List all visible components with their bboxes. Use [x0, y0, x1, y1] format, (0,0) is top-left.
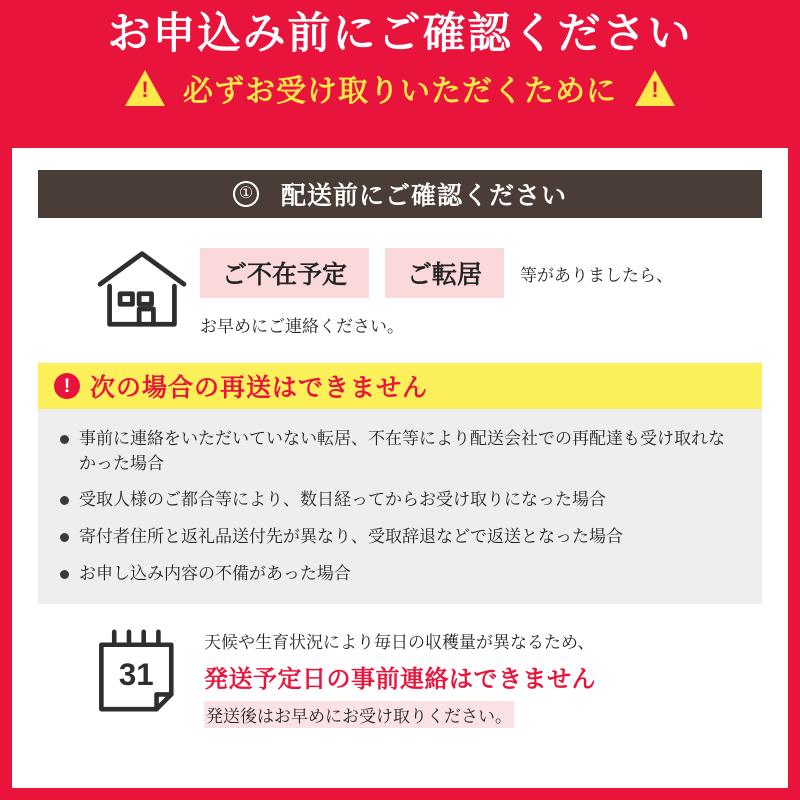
bullet-icon [60, 496, 69, 505]
bullet-icon [60, 533, 69, 542]
reason-list [38, 409, 762, 604]
header-title: お申込み前にご確認ください [107, 10, 693, 58]
list-item-label: 受取人様のご都合等により、数日経ってからお受け取りになった場合 [79, 490, 606, 510]
notice-chip-row [200, 248, 673, 298]
warning-triangle-glyph-right: ! [651, 76, 659, 102]
header-subtitle-row [125, 66, 675, 110]
warning-triangle-icon-left [125, 70, 165, 106]
section-number-badge: ① [233, 181, 259, 207]
bullet-icon [60, 570, 69, 579]
list-item [60, 562, 740, 587]
header-subtitle: 必ずお受け取りいただくために [183, 74, 617, 108]
svg-text:31: 31 [118, 657, 154, 693]
content-card [12, 148, 788, 788]
list-item [60, 525, 740, 550]
bullet-icon [60, 435, 69, 444]
shipping-note-line3: 発送後はお早めにお受け取りください。 [204, 701, 514, 728]
list-item [60, 427, 740, 476]
delivery-notice-block [38, 242, 762, 337]
list-item [60, 488, 740, 513]
delivery-notice-text [200, 242, 673, 337]
exclamation-circle-icon: ! [54, 373, 80, 399]
list-item-label: お申し込み内容の不備があった場合 [79, 563, 351, 583]
chip-relocation: ご転居 [385, 248, 504, 298]
calendar-icon [94, 628, 186, 718]
chip-tail-text: 等がありましたら、 [520, 265, 674, 285]
header-banner [0, 0, 800, 144]
chip-absence: ご不在予定 [200, 248, 369, 298]
contact-soon-text: お早めにご連絡ください。 [200, 317, 404, 336]
shipping-note-line1: 天候や生育状況により毎日の収穫量が異なるため、 [204, 633, 595, 653]
shipping-date-block [38, 626, 762, 728]
list-item-label: 寄付者住所と返礼品送付先が異なり、受取辞退などで返送となった場合 [79, 526, 623, 546]
no-resend-warning-text: 次の場合の再送はできません [90, 374, 429, 402]
house-icon [94, 248, 190, 335]
warning-triangle-icon-right [635, 70, 675, 106]
no-resend-warning-bar [38, 363, 762, 409]
section-title: 配送前にご確認ください [280, 182, 567, 210]
list-item-label: 事前に連絡をいただいていない転居、不在等により配送会社での再配達も受け取れなかった場合 [79, 429, 725, 473]
section-header-bar [38, 170, 762, 218]
shipping-date-text [204, 626, 596, 728]
shipping-note-line2: 発送予定日の事前連絡はできません [204, 666, 596, 694]
warning-triangle-glyph-left: ! [141, 76, 149, 102]
